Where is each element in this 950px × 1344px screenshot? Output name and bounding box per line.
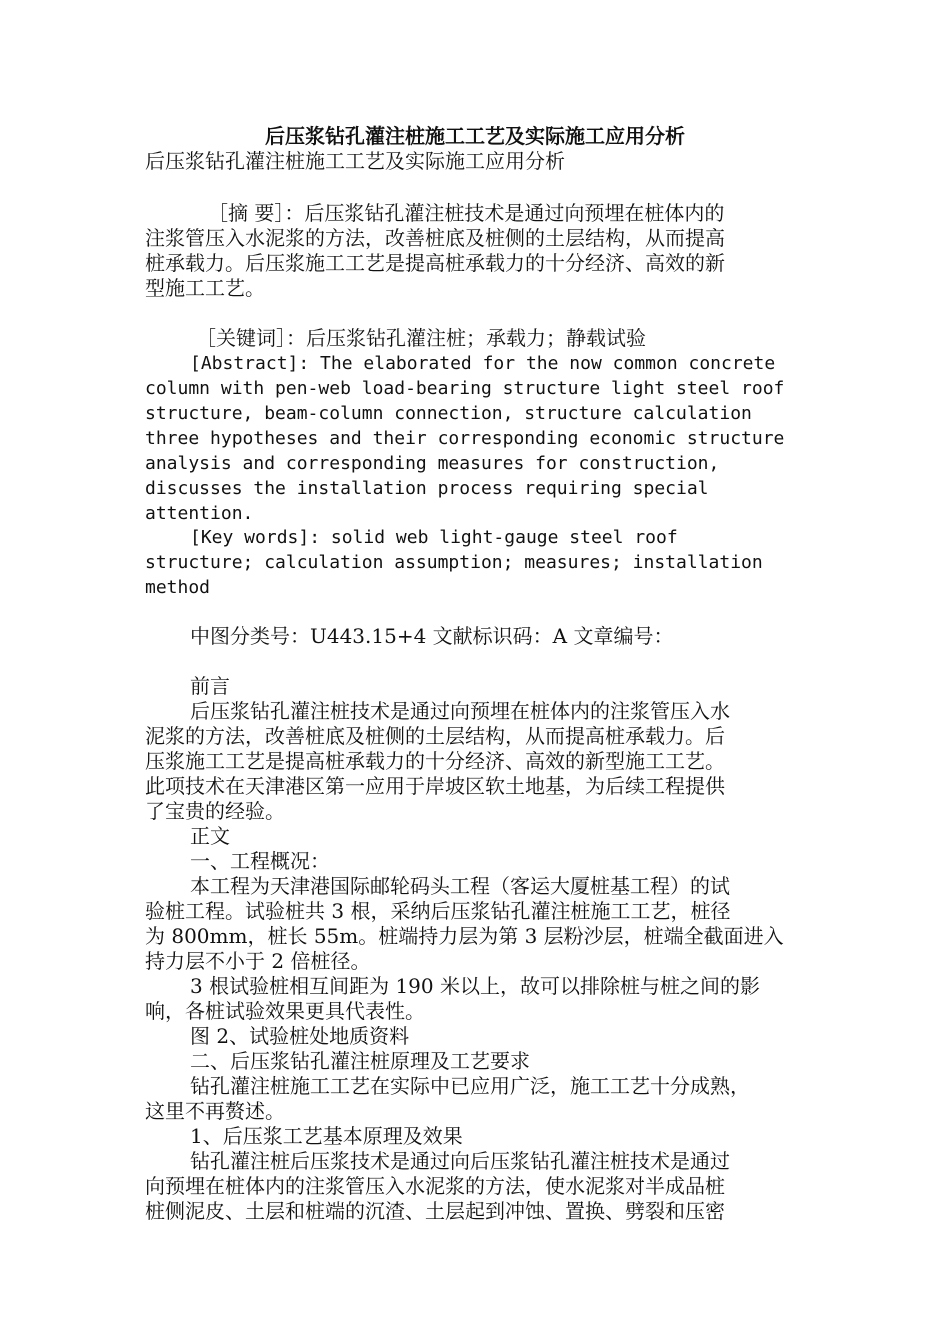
section-1-line: 为 800mm，桩长 55m。桩端持力层为第 3 层粉沙层，桩端全截面进入 <box>145 924 784 948</box>
keywords-cn: ［关键词］：后压浆钻孔灌注桩；承载力；静载试验 <box>196 326 646 350</box>
subtitle: 后压浆钻孔灌注桩施工工艺及实际施工应用分析 <box>145 149 565 173</box>
figure-caption: 图 2、试验桩处地质资料 <box>190 1024 410 1048</box>
abstract-en-line: discusses the installation process requiring special <box>145 478 709 499</box>
abstract-en-line: column with pen-web load-bearing structure light steel roof <box>145 378 785 399</box>
section-1-line: 3 根试验桩相互间距为 190 米以上，故可以排除桩与桩之间的影 <box>190 974 760 998</box>
section-2-line: 钻孔灌注桩后压浆技术是通过向后压浆钻孔灌注桩技术是通过 <box>190 1149 730 1173</box>
page-title: 后压浆钻孔灌注桩施工工艺及实际施工应用分析 <box>265 124 685 148</box>
section-1-line: 响，各桩试验效果更具代表性。 <box>145 999 425 1023</box>
abstract-en-line: attention. <box>145 503 254 524</box>
keywords-en-line: [Key words]: solid web light-gauge steel roof <box>190 527 678 548</box>
section-2-heading: 二、后压浆钻孔灌注桩原理及工艺要求 <box>190 1049 530 1073</box>
section-2-line: 桩侧泥皮、土层和桩端的沉渣、土层起到冲蚀、置换、劈裂和压密 <box>145 1199 725 1223</box>
abstract-en-line: structure, beam-column connection, structure calculation <box>145 403 752 424</box>
section-1-line: 验桩工程。试验桩共 3 根，采纳后压浆钻孔灌注桩施工工艺，桩径 <box>145 899 731 923</box>
section-1-line: 本工程为天津港国际邮轮码头工程（客运大厦桩基工程）的试 <box>190 874 730 898</box>
section-1-heading: 一、工程概况： <box>190 849 330 873</box>
preface-line: 后压浆钻孔灌注桩技术是通过向预埋在桩体内的注浆管压入水 <box>190 699 730 723</box>
preface-line: 压浆施工工艺是提高桩承载力的十分经济、高效的新型施工工艺。 <box>145 749 725 773</box>
section-2-line: 这里不再赘述。 <box>145 1099 285 1123</box>
preface-line: 此项技术在天津港区第一应用于岸坡区软土地基，为后续工程提供 <box>145 774 725 798</box>
body-heading: 正文 <box>190 824 230 848</box>
section-1-line: 持力层不小于 2 倍桩径。 <box>145 949 371 973</box>
preface-heading: 前言 <box>190 674 230 698</box>
abstract-cn-line: ［摘 要］：后压浆钻孔灌注桩技术是通过向预埋在桩体内的 <box>208 201 725 225</box>
abstract-cn-line: 型施工工艺。 <box>145 276 265 300</box>
preface-line: 了宝贵的经验。 <box>145 799 285 823</box>
abstract-en-line: [Abstract]: The elaborated for the now common concrete <box>190 353 776 374</box>
keywords-en-line: structure; calculation assumption; measures; installation <box>145 552 763 573</box>
section-2-line: 钻孔灌注桩施工工艺在实际中已应用广泛，施工工艺十分成熟， <box>190 1074 750 1098</box>
abstract-cn-line: 注浆管压入水泥浆的方法，改善桩底及桩侧的土层结构，从而提高 <box>145 226 725 250</box>
section-2-subheading: 1、后压浆工艺基本原理及效果 <box>190 1124 463 1148</box>
abstract-en-line: three hypotheses and their corresponding economic structure <box>145 428 785 449</box>
section-2-line: 向预埋在桩体内的注浆管压入水泥浆的方法，使水泥浆对半成品桩 <box>145 1174 725 1198</box>
abstract-cn-line: 桩承载力。后压浆施工工艺是提高桩承载力的十分经济、高效的新 <box>145 251 725 275</box>
preface-line: 泥浆的方法，改善桩底及桩侧的土层结构，从而提高桩承载力。后 <box>145 724 725 748</box>
abstract-en-line: analysis and corresponding measures for construction, <box>145 453 720 474</box>
keywords-en-line: method <box>145 577 211 598</box>
classification-line: 中图分类号：U443.15+4 文献标识码：A 文章编号： <box>190 624 674 648</box>
